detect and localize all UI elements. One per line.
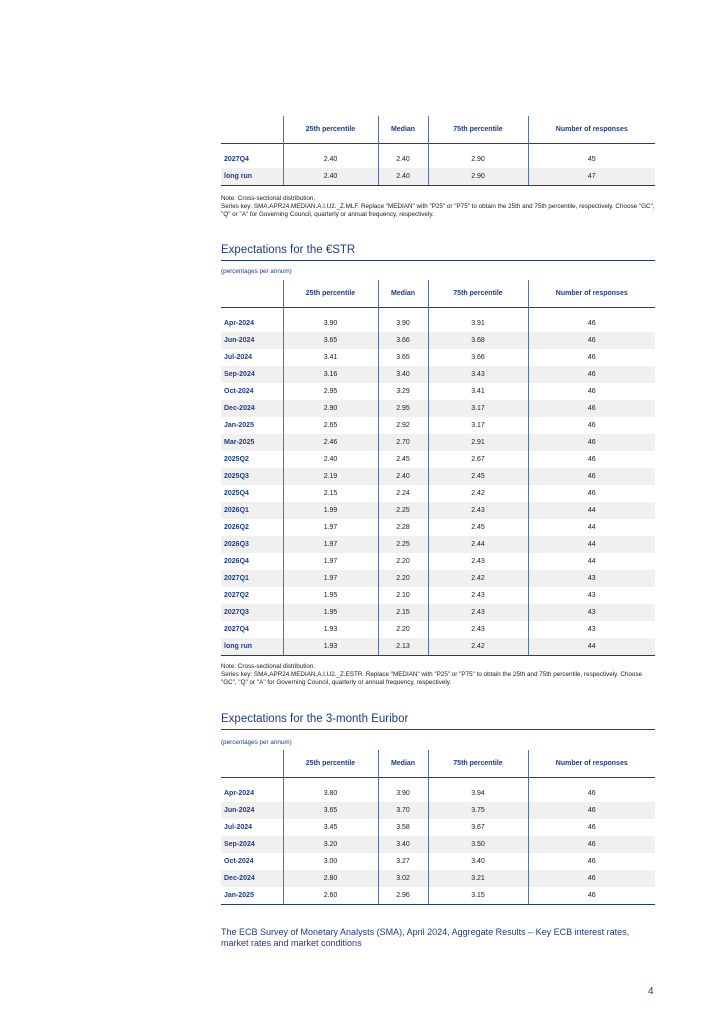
table-cell: 3.43 xyxy=(428,366,528,383)
table-cell: 3.90 xyxy=(283,315,378,332)
column-header: 25th percentile xyxy=(283,116,378,144)
table-cell: 2.25 xyxy=(378,536,428,553)
row-label: 2027Q4 xyxy=(224,156,249,163)
column-header xyxy=(221,280,283,308)
table-cell: 44 xyxy=(528,536,655,553)
row-label: 2025Q3 xyxy=(221,468,283,485)
table-cell: 3.00 xyxy=(283,853,378,870)
table-cell: 3.02 xyxy=(378,870,428,887)
table-row xyxy=(221,485,655,502)
table-cell: 44 xyxy=(528,638,655,656)
euribor-subtitle: (percentages per annum) xyxy=(221,739,292,746)
table-row xyxy=(221,836,655,853)
column-header: 75th percentile xyxy=(428,280,528,308)
table-cell: 2.42 xyxy=(428,570,528,587)
table-cell: 46 xyxy=(528,887,655,905)
table-cell: 3.41 xyxy=(428,383,528,400)
table-cell: 2.43 xyxy=(428,502,528,519)
table-cell: 46 xyxy=(528,836,655,853)
table-cell: 46 xyxy=(528,332,655,349)
table-cell: 1.93 xyxy=(283,621,378,638)
table-cell: 46 xyxy=(528,451,655,468)
row-label: Dec-2024 xyxy=(221,400,283,417)
table-cell: 3.27 xyxy=(378,853,428,870)
table-row xyxy=(221,853,655,870)
table-1 xyxy=(221,116,655,186)
table-cell: 1.99 xyxy=(283,502,378,519)
table-row xyxy=(221,536,655,553)
column-header xyxy=(221,116,283,144)
table-cell: 3.45 xyxy=(283,819,378,836)
column-header xyxy=(221,750,283,778)
row-label: 2027Q2 xyxy=(224,592,249,599)
table-cell: 45 xyxy=(528,151,655,168)
row-label: Jan-2025 xyxy=(224,422,254,429)
table-row xyxy=(221,604,655,621)
row-label: Sep-2024 xyxy=(221,366,283,383)
spacer-row xyxy=(221,308,655,316)
row-label: Jul-2024 xyxy=(224,824,253,831)
table-cell: 3.50 xyxy=(428,836,528,853)
table-2-note-line1: Note: Cross-sectional distribution. xyxy=(221,663,316,670)
table-1-note-line2: Series key: SMA.APR24.MEDIAN.A.I.U2._Z.MLF. Replace "MEDIAN" with "P25" or "P75" to obtain the 25th and 75th percentile, respectively. Choose "GC", "Q" or "A" for Governing Council, quarterly or annual frequency, respectively. xyxy=(221,203,655,218)
table-1-header xyxy=(221,116,655,144)
table-row xyxy=(221,621,655,638)
table-cell: 3.66 xyxy=(428,349,528,366)
column-header: 25th percentile xyxy=(283,750,378,778)
table-row xyxy=(221,349,655,366)
table-cell: 3.90 xyxy=(378,785,428,802)
table-cell: 1.97 xyxy=(283,519,378,536)
table-cell: 2.40 xyxy=(378,151,428,168)
table-cell: 2.24 xyxy=(378,485,428,502)
row-label: Oct-2024 xyxy=(224,388,254,395)
table-cell: 2.42 xyxy=(428,485,528,502)
table-cell: 3.65 xyxy=(283,332,378,349)
table-3-block xyxy=(221,750,655,905)
table-cell: 3.75 xyxy=(428,802,528,819)
table-cell: 46 xyxy=(528,349,655,366)
row-label: Dec-2024 xyxy=(221,870,283,887)
estr-subtitle: (percentages per annum) xyxy=(221,268,292,275)
table-cell: 2.91 xyxy=(428,434,528,451)
column-header: 75th percentile xyxy=(428,750,528,778)
table-3-body xyxy=(221,778,655,905)
table-cell: 46 xyxy=(528,468,655,485)
table-row xyxy=(221,887,655,905)
table-cell: 2.43 xyxy=(428,621,528,638)
table-row xyxy=(221,587,655,604)
table-row xyxy=(221,383,655,400)
table-1-body xyxy=(221,144,655,186)
footer-text: The ECB Survey of Monetary Analysts (SMA), April 2024, Aggregate Results – Key ECB interest rates, market rates and market conditions xyxy=(221,927,630,948)
table-cell: 43 xyxy=(528,570,655,587)
table-cell: 2.65 xyxy=(283,417,378,434)
row-label: Apr-2024 xyxy=(224,320,254,327)
table-cell: 2.90 xyxy=(428,168,528,186)
table-row xyxy=(221,366,655,383)
table-cell: 3.40 xyxy=(428,853,528,870)
table-row xyxy=(221,434,655,451)
table-cell: 1.95 xyxy=(283,587,378,604)
table-cell: 43 xyxy=(528,621,655,638)
spacer-row xyxy=(221,778,655,786)
table-cell: 46 xyxy=(528,366,655,383)
column-header: Number of responses xyxy=(528,116,655,144)
table-cell: 43 xyxy=(528,587,655,604)
table-cell: 2.45 xyxy=(428,468,528,485)
row-label: 2026Q2 xyxy=(224,524,249,531)
table-cell: 3.65 xyxy=(378,349,428,366)
column-header: Median xyxy=(378,280,428,308)
table-cell: 2.95 xyxy=(283,383,378,400)
table-row xyxy=(221,570,655,587)
table-cell: 2.40 xyxy=(283,451,378,468)
table-cell: 46 xyxy=(528,434,655,451)
column-header: 75th percentile xyxy=(428,116,528,144)
table-cell: 3.40 xyxy=(378,836,428,853)
table-cell: 3.20 xyxy=(283,836,378,853)
table-2-body xyxy=(221,308,655,656)
table-cell: 2.15 xyxy=(283,485,378,502)
table-cell: 1.95 xyxy=(283,604,378,621)
table-cell: 2.92 xyxy=(378,417,428,434)
table-row xyxy=(221,638,655,656)
table-cell: 2.45 xyxy=(428,519,528,536)
table-cell: 3.68 xyxy=(428,332,528,349)
table-cell: 46 xyxy=(528,802,655,819)
table-cell: 44 xyxy=(528,502,655,519)
table-cell: 2.96 xyxy=(378,887,428,905)
table-row xyxy=(221,315,655,332)
page-number: 4 xyxy=(648,986,654,997)
table-cell: 2.40 xyxy=(283,168,378,186)
table-cell: 3.90 xyxy=(378,315,428,332)
table-cell: 3.80 xyxy=(283,785,378,802)
table-cell: 2.20 xyxy=(378,553,428,570)
table-cell: 3.66 xyxy=(378,332,428,349)
table-row xyxy=(221,168,655,186)
table-cell: 2.95 xyxy=(378,400,428,417)
table-cell: 3.21 xyxy=(428,870,528,887)
table-row xyxy=(221,151,655,168)
table-cell: 2.60 xyxy=(283,887,378,905)
table-cell: 44 xyxy=(528,519,655,536)
table-cell: 1.97 xyxy=(283,570,378,587)
table-cell: 46 xyxy=(528,819,655,836)
column-header: Number of responses xyxy=(528,280,655,308)
table-cell: 3.91 xyxy=(428,315,528,332)
euribor-section-title: Expectations for the 3-month Euribor xyxy=(221,713,655,730)
table-cell: 46 xyxy=(528,315,655,332)
table-cell: 3.65 xyxy=(283,802,378,819)
table-1-note xyxy=(221,195,655,219)
table-cell: 3.41 xyxy=(283,349,378,366)
table-row xyxy=(221,819,655,836)
row-label: 2025Q2 xyxy=(224,456,249,463)
table-cell: 3.16 xyxy=(283,366,378,383)
table-cell: 3.67 xyxy=(428,819,528,836)
table-cell: 46 xyxy=(528,417,655,434)
table-cell: 1.97 xyxy=(283,553,378,570)
table-cell: 2.90 xyxy=(283,400,378,417)
row-label: 2027Q1 xyxy=(221,570,283,587)
table-3 xyxy=(221,750,655,905)
row-label: Jan-2025 xyxy=(221,887,283,905)
table-1-note-line1: Note: Cross-sectional distribution. xyxy=(221,195,316,202)
row-label: 2027Q3 xyxy=(221,604,283,621)
table-cell: 43 xyxy=(528,604,655,621)
table-cell: 3.70 xyxy=(378,802,428,819)
table-cell: 46 xyxy=(528,485,655,502)
column-header: 25th percentile xyxy=(283,280,378,308)
table-row xyxy=(221,451,655,468)
table-cell: 46 xyxy=(528,785,655,802)
table-row xyxy=(221,502,655,519)
table-cell: 2.15 xyxy=(378,604,428,621)
table-cell: 2.70 xyxy=(378,434,428,451)
table-cell: 2.42 xyxy=(428,638,528,656)
table-cell: 2.20 xyxy=(378,621,428,638)
table-row xyxy=(221,332,655,349)
table-cell: 46 xyxy=(528,870,655,887)
table-cell: 3.29 xyxy=(378,383,428,400)
table-cell: 1.93 xyxy=(283,638,378,656)
row-label: 2025Q4 xyxy=(224,490,249,497)
table-2-header xyxy=(221,280,655,308)
table-cell: 2.46 xyxy=(283,434,378,451)
row-label: Jun-2024 xyxy=(221,332,283,349)
table-cell: 47 xyxy=(528,168,655,186)
table-2 xyxy=(221,280,655,656)
table-cell: 46 xyxy=(528,400,655,417)
table-cell: 2.13 xyxy=(378,638,428,656)
table-row xyxy=(221,468,655,485)
table-cell: 3.17 xyxy=(428,417,528,434)
column-header: Number of responses xyxy=(528,750,655,778)
row-label: 2026Q4 xyxy=(224,558,249,565)
table-cell: 3.15 xyxy=(428,887,528,905)
table-cell: 2.45 xyxy=(378,451,428,468)
table-cell: 2.67 xyxy=(428,451,528,468)
table-cell: 2.43 xyxy=(428,553,528,570)
table-cell: 46 xyxy=(528,853,655,870)
table-row xyxy=(221,553,655,570)
table-cell: 2.90 xyxy=(428,151,528,168)
table-cell: 1.97 xyxy=(283,536,378,553)
column-header: Median xyxy=(378,750,428,778)
table-cell: 3.17 xyxy=(428,400,528,417)
table-2-note xyxy=(221,663,655,687)
table-cell: 2.43 xyxy=(428,587,528,604)
table-cell: 3.40 xyxy=(378,366,428,383)
row-label: Sep-2024 xyxy=(221,836,283,853)
table-1-block xyxy=(221,116,655,219)
table-cell: 2.44 xyxy=(428,536,528,553)
table-row xyxy=(221,802,655,819)
row-label: long run xyxy=(221,638,283,656)
row-label: 2027Q4 xyxy=(224,626,249,633)
table-3-header xyxy=(221,750,655,778)
table-cell: 2.25 xyxy=(378,502,428,519)
row-label: long run xyxy=(221,168,283,186)
table-cell: 3.58 xyxy=(378,819,428,836)
table-row xyxy=(221,417,655,434)
table-cell: 2.40 xyxy=(283,151,378,168)
row-label: 2026Q1 xyxy=(221,502,283,519)
row-label: Mar-2025 xyxy=(221,434,283,451)
table-2-note-line2: Series key: SMA.APR24.MEDIAN.A.I.U2._Z.ESTR. Replace "MEDIAN" with "P25" or "P75" to obtain the 25th and 75th percentile, respectively. Choose "GC", "Q" or "A" for Governing Council, quarterly or annual frequency, respectively. xyxy=(221,671,643,686)
table-row xyxy=(221,400,655,417)
table-cell: 2.10 xyxy=(378,587,428,604)
table-2-block xyxy=(221,280,655,687)
table-row xyxy=(221,519,655,536)
table-cell: 2.80 xyxy=(283,870,378,887)
table-cell: 46 xyxy=(528,383,655,400)
column-header: Median xyxy=(378,116,428,144)
row-label: Apr-2024 xyxy=(224,790,254,797)
estr-section-title: Expectations for the €STR xyxy=(221,244,655,261)
table-cell: 2.28 xyxy=(378,519,428,536)
spacer-row xyxy=(221,144,655,152)
table-cell: 2.43 xyxy=(428,604,528,621)
table-row xyxy=(221,870,655,887)
table-cell: 2.40 xyxy=(378,468,428,485)
row-label: 2026Q3 xyxy=(221,536,283,553)
row-label: Jul-2024 xyxy=(224,354,253,361)
table-cell: 2.19 xyxy=(283,468,378,485)
table-cell: 3.94 xyxy=(428,785,528,802)
row-label: Oct-2024 xyxy=(224,858,254,865)
row-label: Jun-2024 xyxy=(221,802,283,819)
table-cell: 44 xyxy=(528,553,655,570)
table-cell: 2.20 xyxy=(378,570,428,587)
table-row xyxy=(221,785,655,802)
table-cell: 2.40 xyxy=(378,168,428,186)
